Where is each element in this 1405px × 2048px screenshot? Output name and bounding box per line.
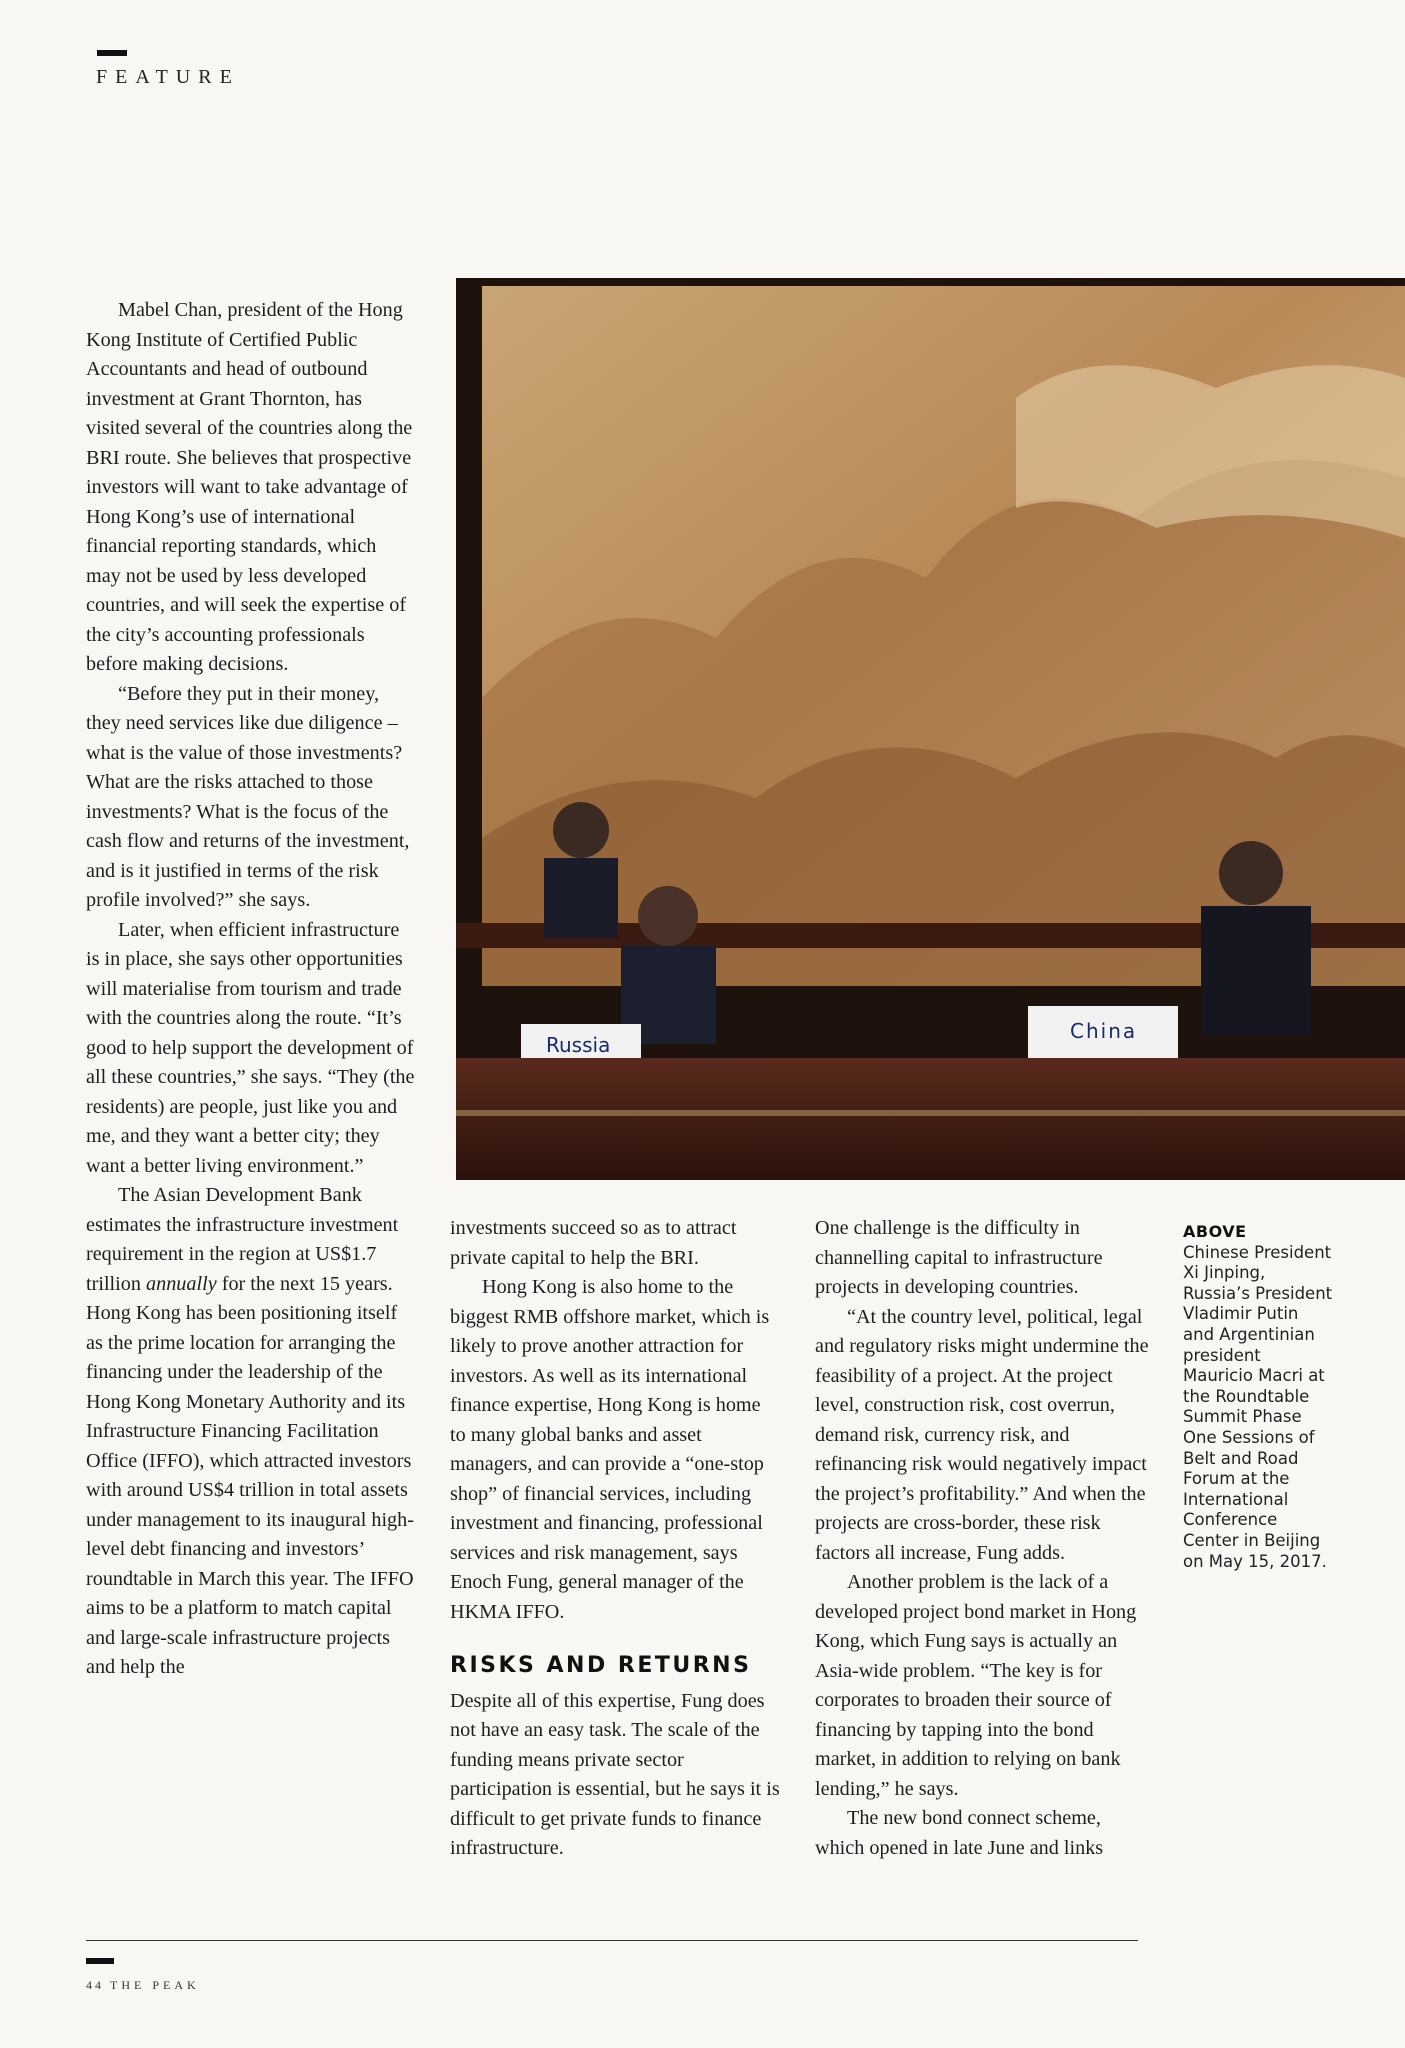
folio-rule — [86, 1958, 114, 1964]
emphasis-run: annually — [146, 1272, 217, 1295]
placard-russia: Russia — [546, 1033, 611, 1057]
column-3 — [815, 1214, 1150, 1863]
column-1 — [86, 296, 416, 1683]
paragraph: Mabel Chan, president of the Hong Kong Institute of Certified Public Accountants and head of outbound investment at Grant Thornton, has visited several of the countries along the BRI route. She believes that prospective investors will want to take advantage of Hong Kong’s use of international financial reporting standards, which may not be used by less developed countries, and will seek the expertise of the city’s accounting professionals before making decisions. — [86, 299, 413, 675]
paragraph: investments succeed so as to attract private capital to help the BRI. — [450, 1217, 737, 1269]
folio — [86, 1978, 200, 1993]
column-2 — [450, 1214, 780, 1864]
photo-caption — [1183, 1222, 1333, 1572]
paragraph — [86, 1181, 416, 1683]
caption-label: ABOVE — [1183, 1222, 1247, 1241]
paragraph: Another problem is the lack of a developed project bond market in Hong Kong, which Fung says is actually an Asia-wide problem. “The key is for corporates to broaden their source of financing by tapping into the bond market, in addition to relying on bank lending,” he says. — [815, 1571, 1137, 1800]
paragraph: “Before they put in their money, they need services like due diligence – what is the value of those investments? What are the risks attached to those investments? What is the focus of the cash flow and returns of the investment, and is it justified in terms of the risk profile involved?” she says. — [86, 682, 410, 911]
paragraph: The new bond connect scheme, which opened in late June and links — [815, 1807, 1104, 1859]
placard-china: China — [1070, 1019, 1138, 1043]
page-number: 44 — [86, 1978, 104, 1992]
publication-name: THE PEAK — [110, 1978, 200, 1992]
forum-photo-illustration — [456, 278, 1405, 1180]
footer-rule — [86, 1940, 1138, 1941]
feature-photo — [456, 278, 1405, 1180]
kicker-rule — [97, 50, 127, 56]
section-kicker: FEATURE — [96, 66, 240, 88]
paragraph: One challenge is the difficulty in channelling capital to infrastructure projects in developing countries. — [815, 1217, 1103, 1298]
caption-text: Chinese President Xi Jinping, Russia’s President Vladimir Putin and Argentinian president Mauricio Macri at the Roundtable Summit Phase One Sessions of Belt and Road Forum at the International Conference Center in Beijing on May 15, 2017. — [1183, 1242, 1333, 1571]
paragraph: Despite all of this expertise, Fung does not have an easy task. The scale of the funding means private sector participation is essential, but he says it is difficult to get private funds to finance infrastructure. — [450, 1689, 780, 1859]
paragraph: Hong Kong is also home to the biggest RMB offshore market, which is likely to prove another attraction for investors. As well as its international finance expertise, Hong Kong is home to many global banks and asset managers, and can provide a “one-stop shop” of financial services, including investment and financing, professional services and risk management, says Enoch Fung, general manager of the HKMA IFFO. — [450, 1276, 770, 1623]
paragraph: “At the country level, political, legal and regulatory risks might undermine the feasibility of a project. At the project level, construction risk, cost overrun, demand risk, currency risk, and refinancing risk would negatively impact the project’s profitability.” And when the projects are cross-border, these risk factors all increase, Fung adds. — [815, 1305, 1149, 1564]
text-run: for the next 15 years. Hong Kong has been positioning itself as the prime location for arranging the financing under the leadership of the Hong Kong Monetary Authority and its Infrastructure Financing Facilitation Office (IFFO), which attracted investors with around US$4 trillion in total assets under management to its inaugural high-level debt financing and investors’ roundtable in March this year. The IFFO aims to be a platform to match capital and large-scale infrastructure projects and help the — [86, 1272, 414, 1678]
text-run: The Asian Development Bank estimates the infrastructure investment requirement in the region at US$1.7 trillion — [86, 1184, 399, 1295]
section-subhead: RISKS AND RETURNS — [450, 1653, 752, 1678]
paragraph: Later, when efficient infrastructure is in place, she says other opportunities will materialise from tourism and trade with the countries along the route. “It’s good to help support the development of all these countries,” she says. “They (the residents) are people, just like you and me, and they want a better city; they want a better living environment.” — [86, 918, 415, 1177]
